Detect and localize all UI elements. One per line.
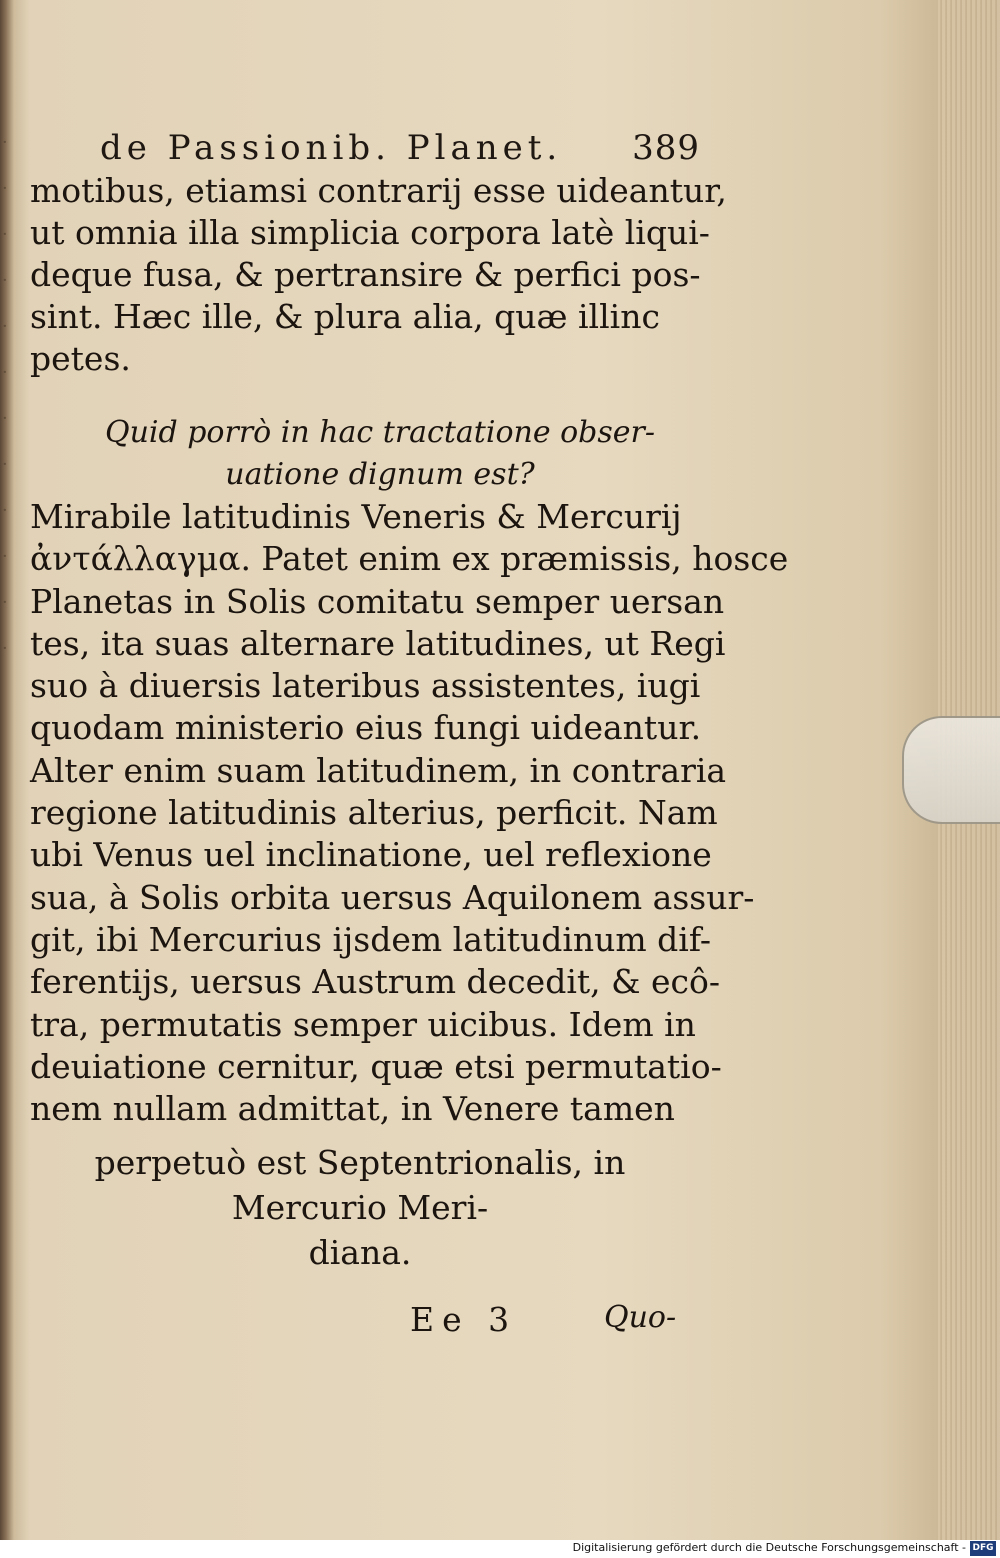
- text-line: ἀντάλλαγμα. Patet enim ex præmissis, hosce: [30, 539, 789, 579]
- text-line: tes, ita suas alternare latitudines, ut Regi: [30, 623, 726, 663]
- facing-page-margin: · · · · · · · · · · · ·: [2, 132, 8, 659]
- text-line: regione latitudinis alterius, perficit. Nam: [30, 793, 718, 833]
- running-head-title: de Passionib. Planet.: [100, 128, 563, 168]
- text-line: ut omnia illa simplicia corpora latè liqui-: [30, 213, 710, 252]
- section-heading: [70, 412, 690, 496]
- text-line: sint. Hæc ille, & plura alia, quæ illinc: [30, 297, 660, 336]
- text-line: Planetas in Solis comitatu semper uersan: [30, 581, 725, 621]
- text-line: ferentijs, uersus Austrum decedit, & ecô-: [30, 962, 721, 1002]
- folio-number: 389: [632, 128, 700, 168]
- text-block-top: [30, 170, 727, 380]
- text-line: petes.: [30, 339, 131, 378]
- footer-credit: Digitalisierung gefördert durch die Deutsche Forschungsgemeinschaft -: [572, 1541, 966, 1554]
- text-block-body: [30, 496, 789, 1130]
- running-head: [100, 128, 700, 168]
- text-line: git, ibi Mercurius ijsdem latitudinum dif-: [30, 919, 712, 959]
- catchword: Quo-: [604, 1300, 677, 1335]
- page-clip: [902, 716, 1000, 824]
- dfg-logo: DFG: [970, 1541, 996, 1556]
- text-line: motibus, etiamsi contrarij esse uideantur,: [30, 171, 727, 210]
- text-line: deuiatione cernitur, quæ etsi permutatio-: [30, 1046, 722, 1086]
- heading-line: uatione dignum est?: [225, 457, 535, 492]
- text-line: Mercurio Meri-: [231, 1188, 489, 1227]
- text-line: ubi Venus uel inclinatione, uel reflexione: [30, 835, 712, 875]
- text-line: diana.: [308, 1233, 412, 1272]
- text-line: nem nullam admittat, in Venere tamen: [30, 1089, 675, 1129]
- text-line: quodam ministerio eius fungi uideantur.: [30, 708, 702, 748]
- footer-bar: [0, 1540, 1000, 1558]
- text-line: deque fusa, & pertransire & perfici pos-: [30, 255, 701, 294]
- text-line: sua, à Solis orbita uersus Aquilonem assur-: [30, 877, 755, 917]
- text-line: perpetuò est Septentrionalis, in: [94, 1143, 626, 1182]
- text-line: suo à diuersis lateribus assistentes, iugi: [30, 666, 701, 706]
- text-line: Mirabile latitudinis Veneris & Mercurij: [30, 497, 682, 536]
- text-line: Alter enim suam latitudinem, in contraria: [30, 750, 727, 790]
- text-block-tail: [30, 1140, 690, 1275]
- signature-mark: Ee 3: [410, 1300, 518, 1339]
- heading-line: Quid porrò in hac tractatione obser-: [104, 415, 656, 450]
- text-line: tra, permutatis semper uicibus. Idem in: [30, 1004, 696, 1044]
